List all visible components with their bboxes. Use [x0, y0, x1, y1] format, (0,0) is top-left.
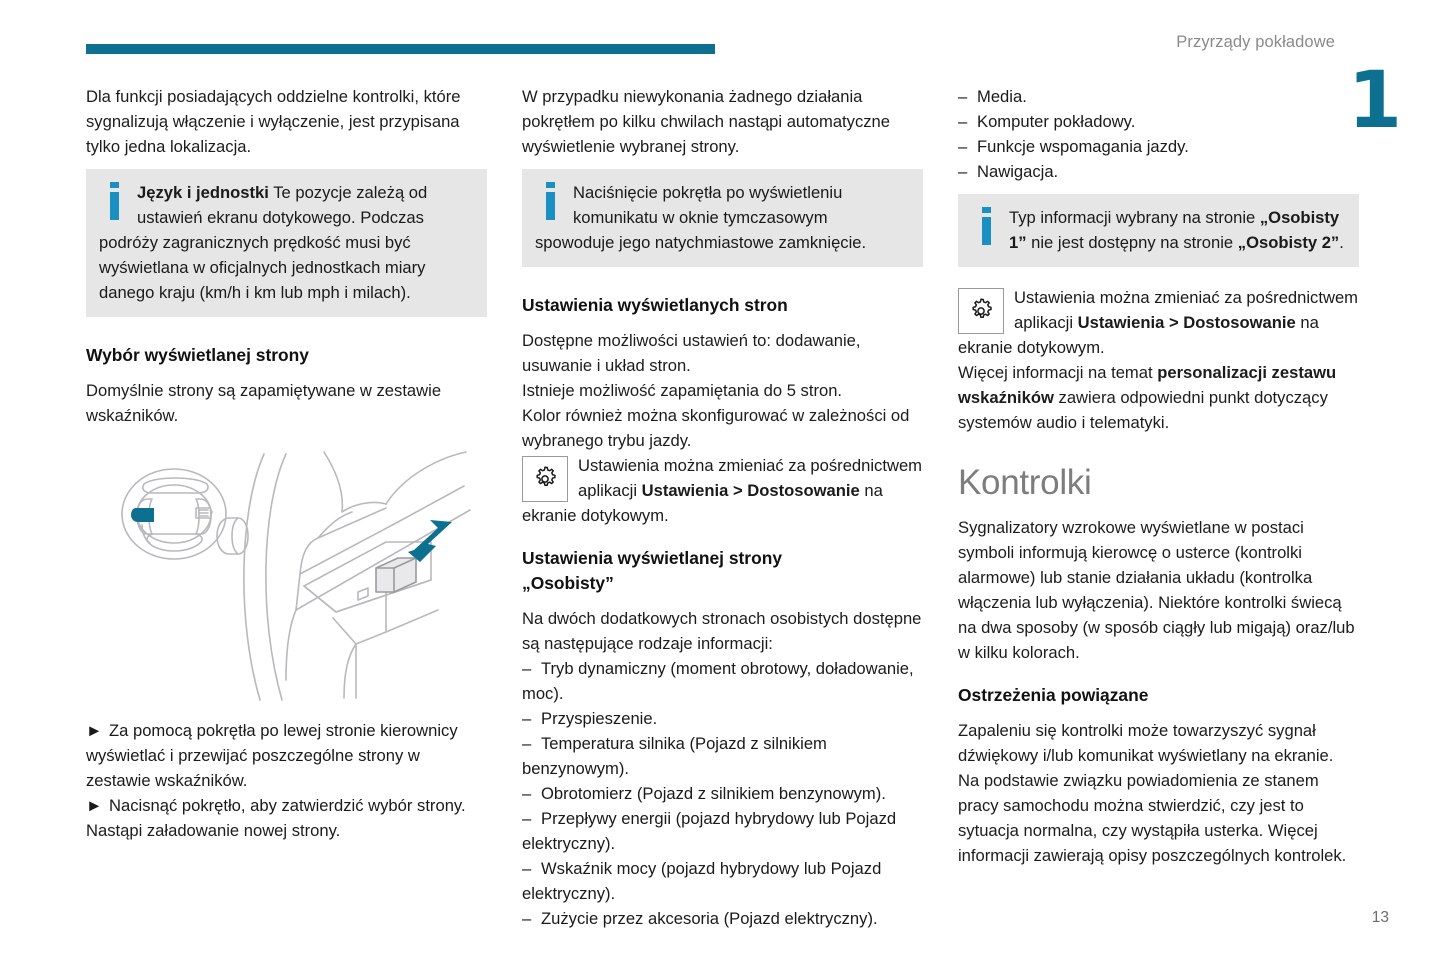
middle-intro-paragraph: W przypadku niewykonania żadnego działania pokrętłem po kilku chwilach nastąpi automatyczne wyświetlenie wybranej strony. — [522, 87, 891, 156]
steering-wheel-knob-illustration — [86, 446, 476, 704]
middle-paragraph-1: Dostępne możliwości ustawień to: dodawanie, usuwanie i układ stron. — [522, 331, 861, 375]
dash-marker: – — [958, 162, 968, 181]
gear-note-text-1: Ustawienia można zmieniać za pośrednictwem aplikacji — [1014, 288, 1359, 332]
content-columns — [86, 84, 1358, 931]
arrow-marker: ► — [86, 796, 103, 815]
chapter-heading-kontrolki: Kontrolki — [958, 463, 1092, 502]
chapter-number-badge: 1 — [1347, 56, 1402, 146]
list-item — [522, 806, 923, 856]
left-section-heading: Wybór wyświetlanej strony — [86, 345, 309, 365]
middle-paragraph-2: Istnieje możliwość zapamiętania do 5 stron. — [522, 381, 843, 400]
info-box-text-3: . — [1339, 233, 1344, 252]
right-paragraph-3: Na podstawie związku powiadomienia ze stanem pracy samochodu można stwierdzić, czy jest to sytuacja normalna, czy wystąpiła usterka. Więcej informacji zawierają opisy poszczególnych kontrolek. — [958, 771, 1347, 865]
middle-section-heading-2-line2: „Osobisty” — [522, 573, 614, 593]
gear-note-bold-1: Ustawienia > Dostosowanie — [641, 481, 860, 500]
page-number: 13 — [1371, 909, 1389, 926]
list-item-text: Tryb dynamiczny (moment obrotowy, doładowanie, moc). — [522, 659, 914, 703]
middle-section-heading-2-line1: Ustawienia wyświetlanej strony — [522, 548, 782, 568]
info-box-title: Język i jednostki — [137, 183, 269, 202]
list-item-text: Nawigacja. — [977, 162, 1059, 181]
info-box-text: Naciśnięcie pokrętła po wyświetleniu komunikatu w oknie tymczasowym spowoduje jego natychmiastowe zamknięcie. — [535, 183, 867, 252]
info-icon — [105, 182, 131, 228]
list-item-text: Funkcje wspomagania jazdy. — [977, 137, 1189, 156]
right-section-heading: Ostrzeżenia powiązane — [958, 685, 1149, 705]
list-item — [958, 84, 1359, 109]
list-item-text: Zużycie przez akcesoria (Pojazd elektryczny). — [541, 909, 878, 928]
list-item-text: Komputer pokładowy. — [977, 112, 1136, 131]
gear-note-bold-1: Ustawienia > Dostosowanie — [1077, 313, 1296, 332]
dash-marker: – — [522, 709, 532, 728]
arrow-marker: ► — [86, 721, 103, 740]
middle-paragraph-3: Kolor również można skonfigurować w zależności od wybranego trybu jazdy. — [522, 406, 910, 450]
list-item — [958, 159, 1359, 184]
dash-marker: – — [522, 659, 532, 678]
instruction-item — [86, 718, 487, 793]
gear-icon — [522, 456, 568, 502]
list-item — [522, 656, 923, 706]
dash-marker: – — [522, 859, 532, 878]
gear-icon — [958, 288, 1004, 334]
instruction-item — [86, 793, 487, 818]
left-column — [86, 84, 487, 931]
gear-note-text-1: Ustawienia można zmieniać za pośrednictwem aplikacji — [578, 456, 923, 500]
header-accent-rule — [86, 44, 715, 54]
info-icon — [977, 207, 1003, 253]
instruction-text: Za pomocą pokrętła po lewej stronie kierownicy wyświetlać i przewijać poszczególne strony w zestawie wskaźników. — [86, 721, 458, 790]
info-box-text-1: Typ informacji wybrany na stronie — [1009, 208, 1260, 227]
info-box-personal-page — [958, 194, 1359, 267]
dash-marker: – — [522, 734, 532, 753]
info-icon — [541, 182, 567, 228]
right-column — [958, 84, 1359, 931]
list-item-text: Obrotomierz (Pojazd z silnikiem benzynowym). — [541, 784, 886, 803]
more-info-text-2: zawiera odpowiedni punkt dotyczący systemów audio i telematyki. — [958, 388, 1328, 432]
info-box-text-2: nie jest dostępny na stronie — [1026, 233, 1238, 252]
dash-marker: – — [522, 784, 532, 803]
more-info-bold-1: personalizacji zestawu wskaźników — [958, 363, 1337, 407]
left-section-paragraph: Domyślnie strony są zapamiętywane w zestawie wskaźników. — [86, 381, 442, 425]
list-item — [522, 731, 923, 781]
list-item-text: Temperatura silnika (Pojazd z silnikiem benzynowym). — [522, 734, 827, 778]
list-item-text: Przepływy energii (pojazd hybrydowy lub Pojazd elektryczny). — [522, 809, 897, 853]
list-item — [522, 856, 923, 906]
list-item — [522, 906, 923, 931]
list-item — [958, 109, 1359, 134]
instruction-text: Nacisnąć pokrętło, aby zatwierdzić wybór strony. — [109, 796, 466, 815]
list-item — [958, 134, 1359, 159]
gear-note-text-2: na ekranie dotykowym. — [958, 313, 1319, 357]
dash-marker: – — [958, 112, 968, 131]
dash-marker: – — [522, 809, 532, 828]
gear-note-text-2: na ekranie dotykowym. — [522, 481, 883, 525]
more-info-paragraph — [958, 360, 1359, 435]
page-header-title: Przyrządy pokładowe — [1176, 33, 1335, 51]
dash-marker: – — [958, 87, 968, 106]
middle-paragraph-4: Na dwóch dodatkowych stronach osobistych dostępne są następujące rodzaje informacji: — [522, 609, 922, 653]
dash-marker: – — [522, 909, 532, 928]
more-info-text-1: Więcej informacji na temat — [958, 363, 1158, 382]
list-item — [522, 781, 923, 806]
info-box-line2: Podczas podróży zagranicznych prędkość musi być wyświetlana w oficjalnych jednostkach miary danego kraju (km/h i km lub mph i milach). — [99, 208, 426, 302]
list-item — [522, 706, 923, 731]
list-item-text: Wskaźnik mocy (pojazd hybrydowy lub Pojazd elektryczny). — [522, 859, 882, 903]
dash-marker: – — [958, 137, 968, 156]
info-box-bold-1: „Osobisty 1” — [1009, 208, 1340, 252]
list-item-text: Media. — [977, 87, 1027, 106]
info-box-line1: Te pozycje zależą od ustawień ekranu dotykowego. — [137, 183, 428, 227]
right-paragraph-2: Zapaleniu się kontrolki może towarzyszyć sygnał dźwiękowy i/lub komunikat wyświetlany na ekranie. — [958, 721, 1334, 765]
middle-column — [522, 84, 923, 931]
left-intro-paragraph: Dla funkcji posiadających oddzielne kontrolki, które sygnalizują włączenie i wyłączenie, jest przypisana tylko jedna lokalizacja. — [86, 87, 461, 156]
right-paragraph-1: Sygnalizatory wzrokowe wyświetlane w postaci symboli informują kierowcę o usterce (kontrolki alarmowe) lub stanie działania układu (kontrolka włączenia lub wyłączenia). Niektóre kontrolki świecą na dwa sposoby (w sposób ciągły lub migają) oraz/lub w kilku kolorach. — [958, 518, 1355, 662]
info-box-language-units — [86, 169, 487, 317]
gear-note-settings-middle — [522, 453, 923, 528]
middle-section-heading: Ustawienia wyświetlanych stron — [522, 295, 788, 315]
info-box-bold-2: „Osobisty 2” — [1237, 233, 1340, 252]
gear-note-settings-right — [958, 285, 1359, 360]
info-box-knob-press — [522, 169, 923, 267]
list-item-text: Przyspieszenie. — [541, 709, 658, 728]
left-closing-paragraph: Nastąpi załadowanie nowej strony. — [86, 821, 341, 840]
